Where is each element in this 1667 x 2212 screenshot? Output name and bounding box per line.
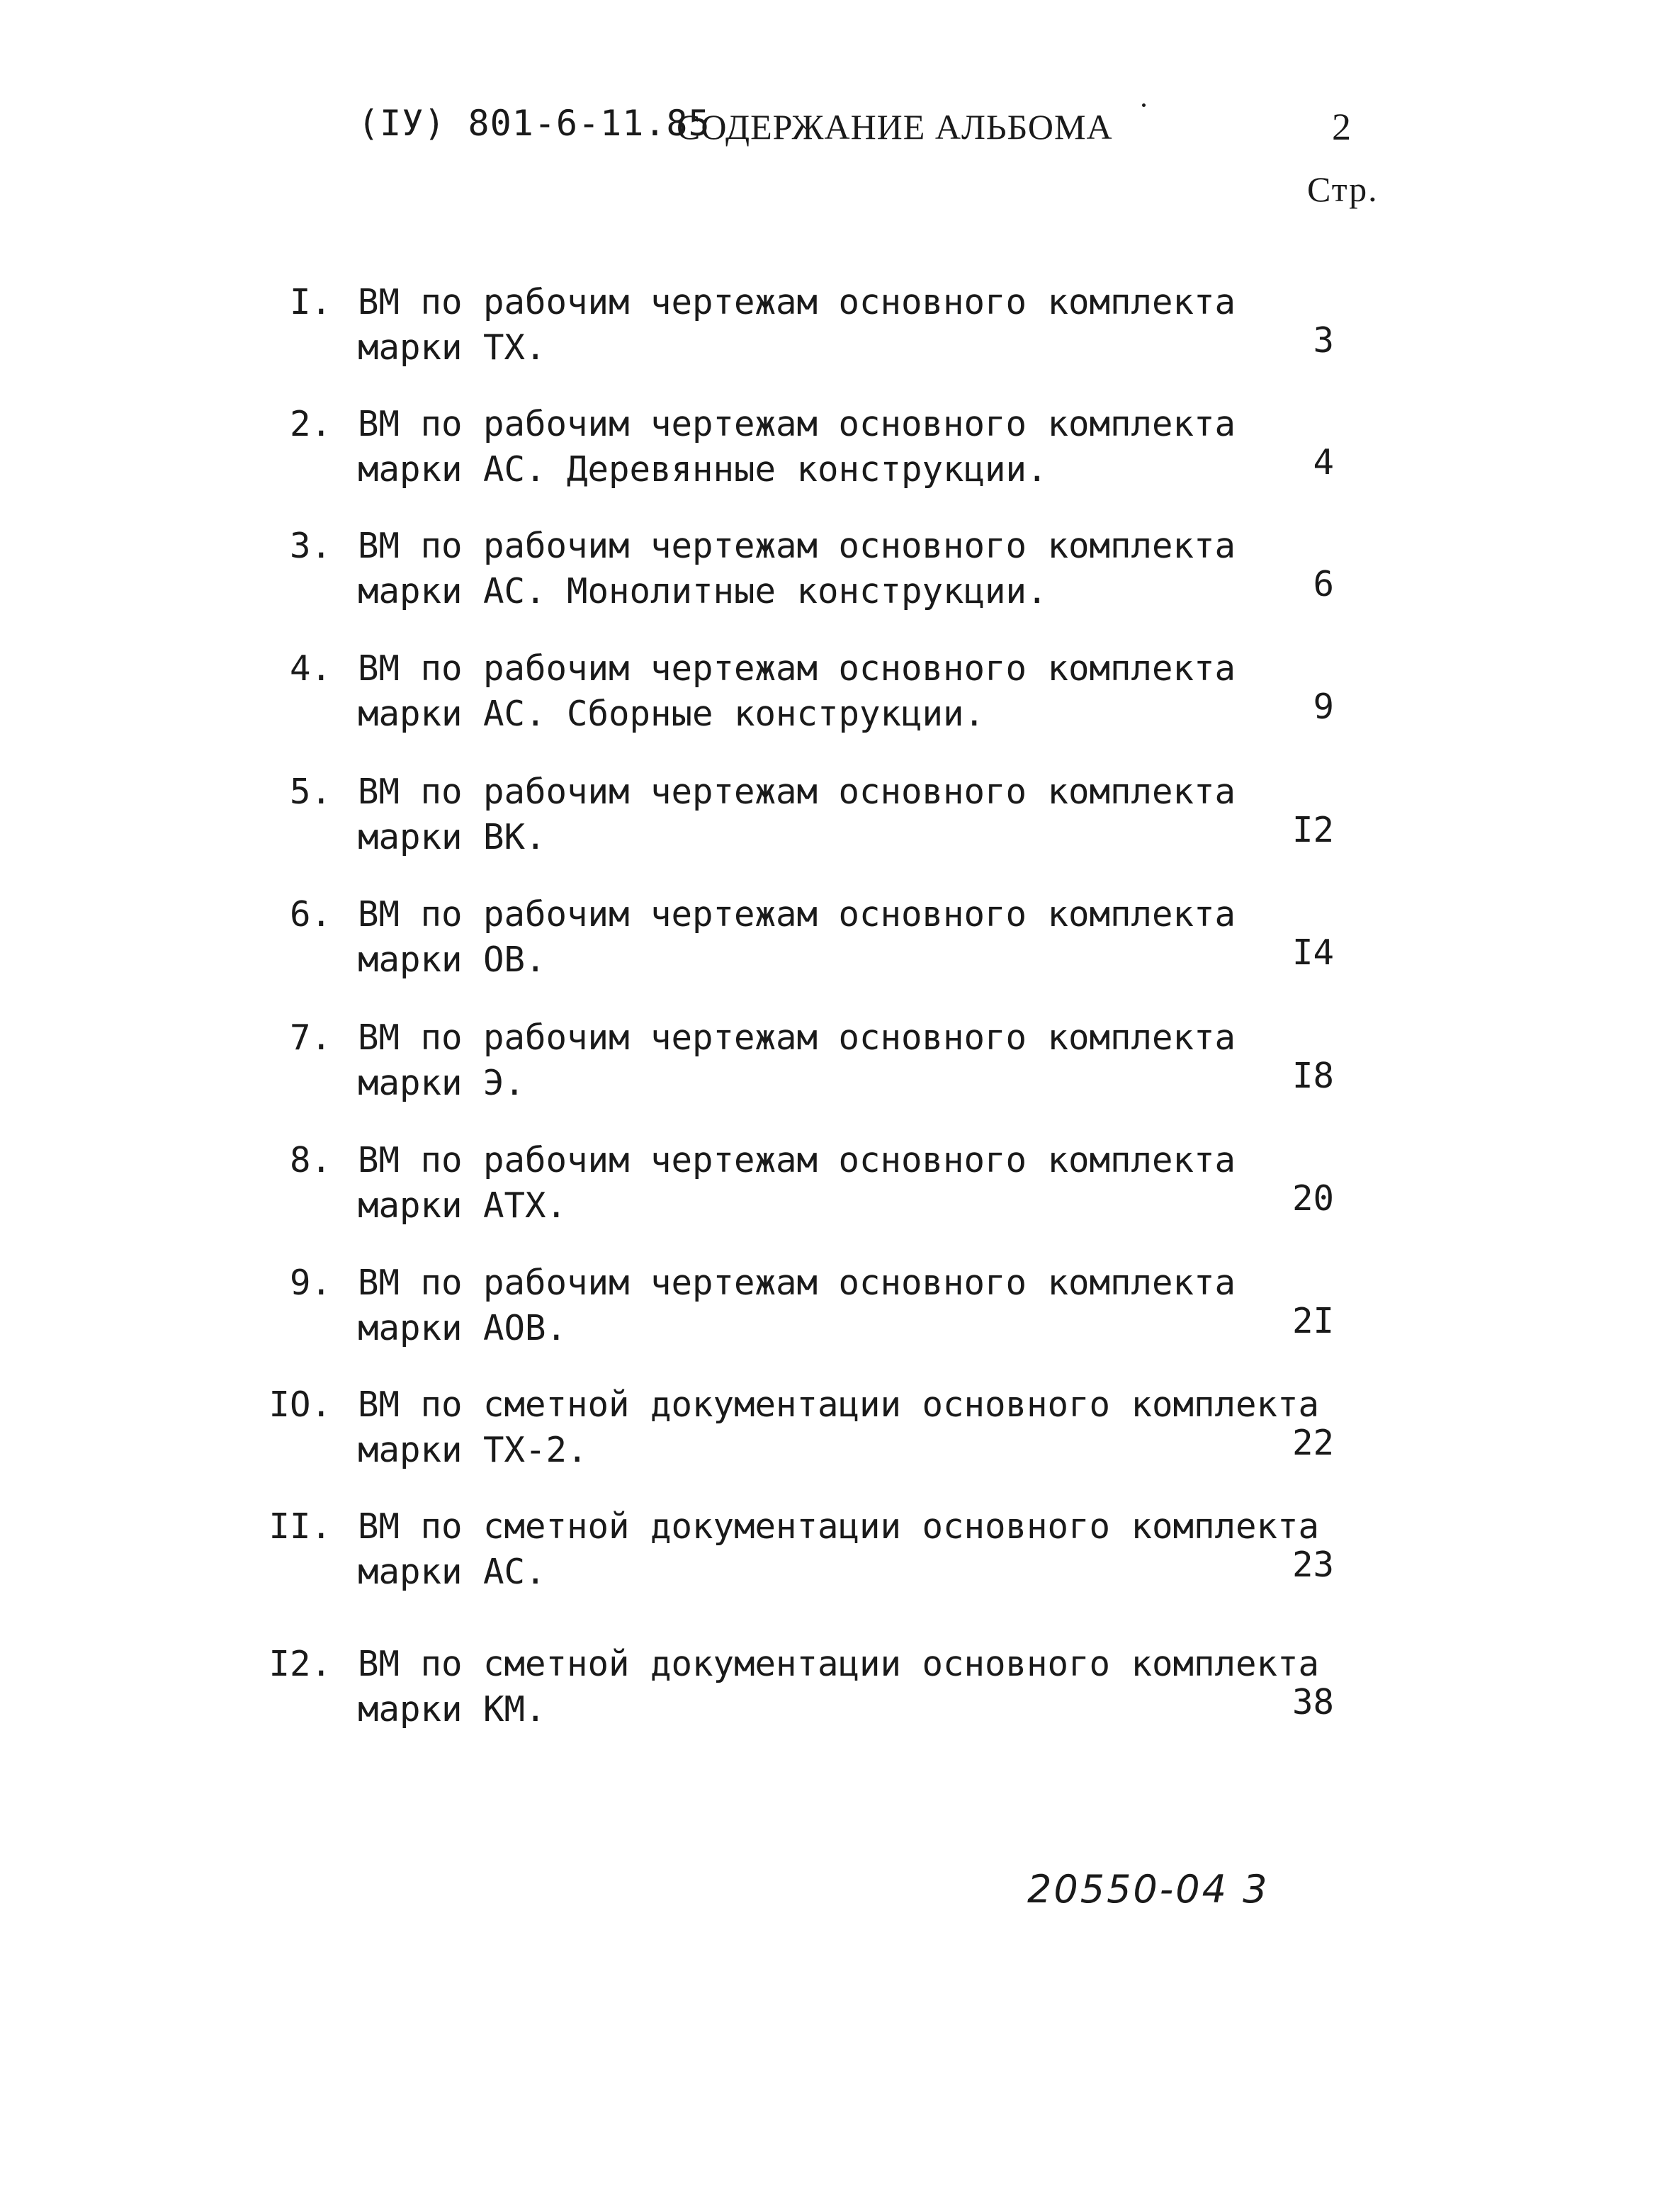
contents-entry xyxy=(0,526,1667,618)
entry-text-line1: ВМ по рабочим чертежам основного комплекта xyxy=(358,772,1236,812)
entry-text-line1: ВМ по рабочим чертежам основного комплекта xyxy=(358,1017,1236,1058)
entry-page-number: I8 xyxy=(1292,1056,1334,1096)
entry-text-line2: марки АС. Монолитные конструкции. xyxy=(358,571,1048,611)
entry-text-line2: марки ТХ. xyxy=(358,327,546,368)
entry-number: 7. xyxy=(289,1017,332,1058)
contents-entry xyxy=(0,772,1667,864)
entry-text-line2: марки ТХ-2. xyxy=(358,1430,588,1470)
contents-entry xyxy=(0,1644,1667,1736)
contents-entry xyxy=(0,648,1667,740)
entry-page-number: 3 xyxy=(1313,320,1334,361)
entry-page-number: 23 xyxy=(1292,1545,1334,1585)
entry-number: I2. xyxy=(269,1644,332,1684)
entry-text-line1: ВМ по рабочим чертежам основного комплекта xyxy=(358,648,1236,689)
entry-page-number: 9 xyxy=(1313,687,1334,727)
entry-text-line2: марки АОВ. xyxy=(358,1308,567,1348)
entry-page-number: 4 xyxy=(1313,442,1334,483)
contents-entry xyxy=(0,1017,1667,1110)
entry-page-number: 20 xyxy=(1292,1178,1334,1219)
entry-page-number: 2I xyxy=(1292,1301,1334,1341)
entry-text-line1: ВМ по сметной документации основного комплекта xyxy=(358,1644,1320,1684)
contents-entry xyxy=(0,1263,1667,1355)
document-code: (IУ) 801-6-11.85 xyxy=(358,103,711,144)
entry-number: II. xyxy=(269,1506,332,1547)
entry-number: 9. xyxy=(289,1263,332,1303)
entry-number: 6. xyxy=(289,894,332,935)
entry-text-line2: марки АС. Сборные конструкции. xyxy=(358,694,985,734)
entry-text-line1: ВМ по рабочим чертежам основного комплекта xyxy=(358,404,1236,444)
entry-text-line1: ВМ по рабочим чертежам основного комплекта xyxy=(358,282,1236,322)
contents-entry xyxy=(0,282,1667,374)
entry-number: 3. xyxy=(289,526,332,566)
entry-text-line1: ВМ по рабочим чертежам основного комплекта xyxy=(358,1263,1236,1303)
entry-number: 8. xyxy=(289,1140,332,1180)
contents-entry xyxy=(0,894,1667,986)
entry-number: 4. xyxy=(289,648,332,689)
entry-number: 2. xyxy=(289,404,332,444)
entry-number: IO. xyxy=(269,1384,332,1425)
page-number: 2 xyxy=(1332,106,1351,148)
entry-text-line1: ВМ по рабочим чертежам основного комплекта xyxy=(358,526,1236,566)
contents-entry xyxy=(0,404,1667,496)
entry-text-line1: ВМ по рабочим чертежам основного комплекта xyxy=(358,894,1236,935)
entry-text-line2: марки АТХ. xyxy=(358,1185,567,1226)
entry-page-number: 6 xyxy=(1313,564,1334,604)
page-title: СОДЕРЖАНИЕ АЛЬБОМА xyxy=(677,107,1113,147)
entry-page-number: 38 xyxy=(1292,1682,1334,1722)
ink-dot xyxy=(1142,103,1146,107)
document-stamp: 20550-04 3 xyxy=(1027,1867,1270,1912)
entry-text-line2: марки КМ. xyxy=(358,1689,546,1729)
entry-text-line1: ВМ по рабочим чертежам основного комплекта xyxy=(358,1140,1236,1180)
entry-text-line1: ВМ по сметной документации основного комплекта xyxy=(358,1384,1320,1425)
entry-text-line1: ВМ по сметной документации основного комплекта xyxy=(358,1506,1320,1547)
entry-text-line2: марки ОВ. xyxy=(358,939,546,980)
contents-entry xyxy=(0,1384,1667,1477)
entry-page-number: I2 xyxy=(1292,810,1334,850)
entry-page-number: 22 xyxy=(1292,1423,1334,1463)
contents-entry xyxy=(0,1506,1667,1598)
entry-text-line2: марки АС. Деревянные конструкции. xyxy=(358,449,1048,490)
page-column-label: Стр. xyxy=(1307,169,1379,209)
entry-text-line2: марки АС. xyxy=(358,1552,546,1592)
contents-entry xyxy=(0,1140,1667,1232)
entry-number: I. xyxy=(289,282,332,322)
entry-page-number: I4 xyxy=(1292,932,1334,973)
entry-text-line2: марки Э. xyxy=(358,1063,526,1103)
entry-text-line2: марки ВК. xyxy=(358,817,546,857)
entry-number: 5. xyxy=(289,772,332,812)
